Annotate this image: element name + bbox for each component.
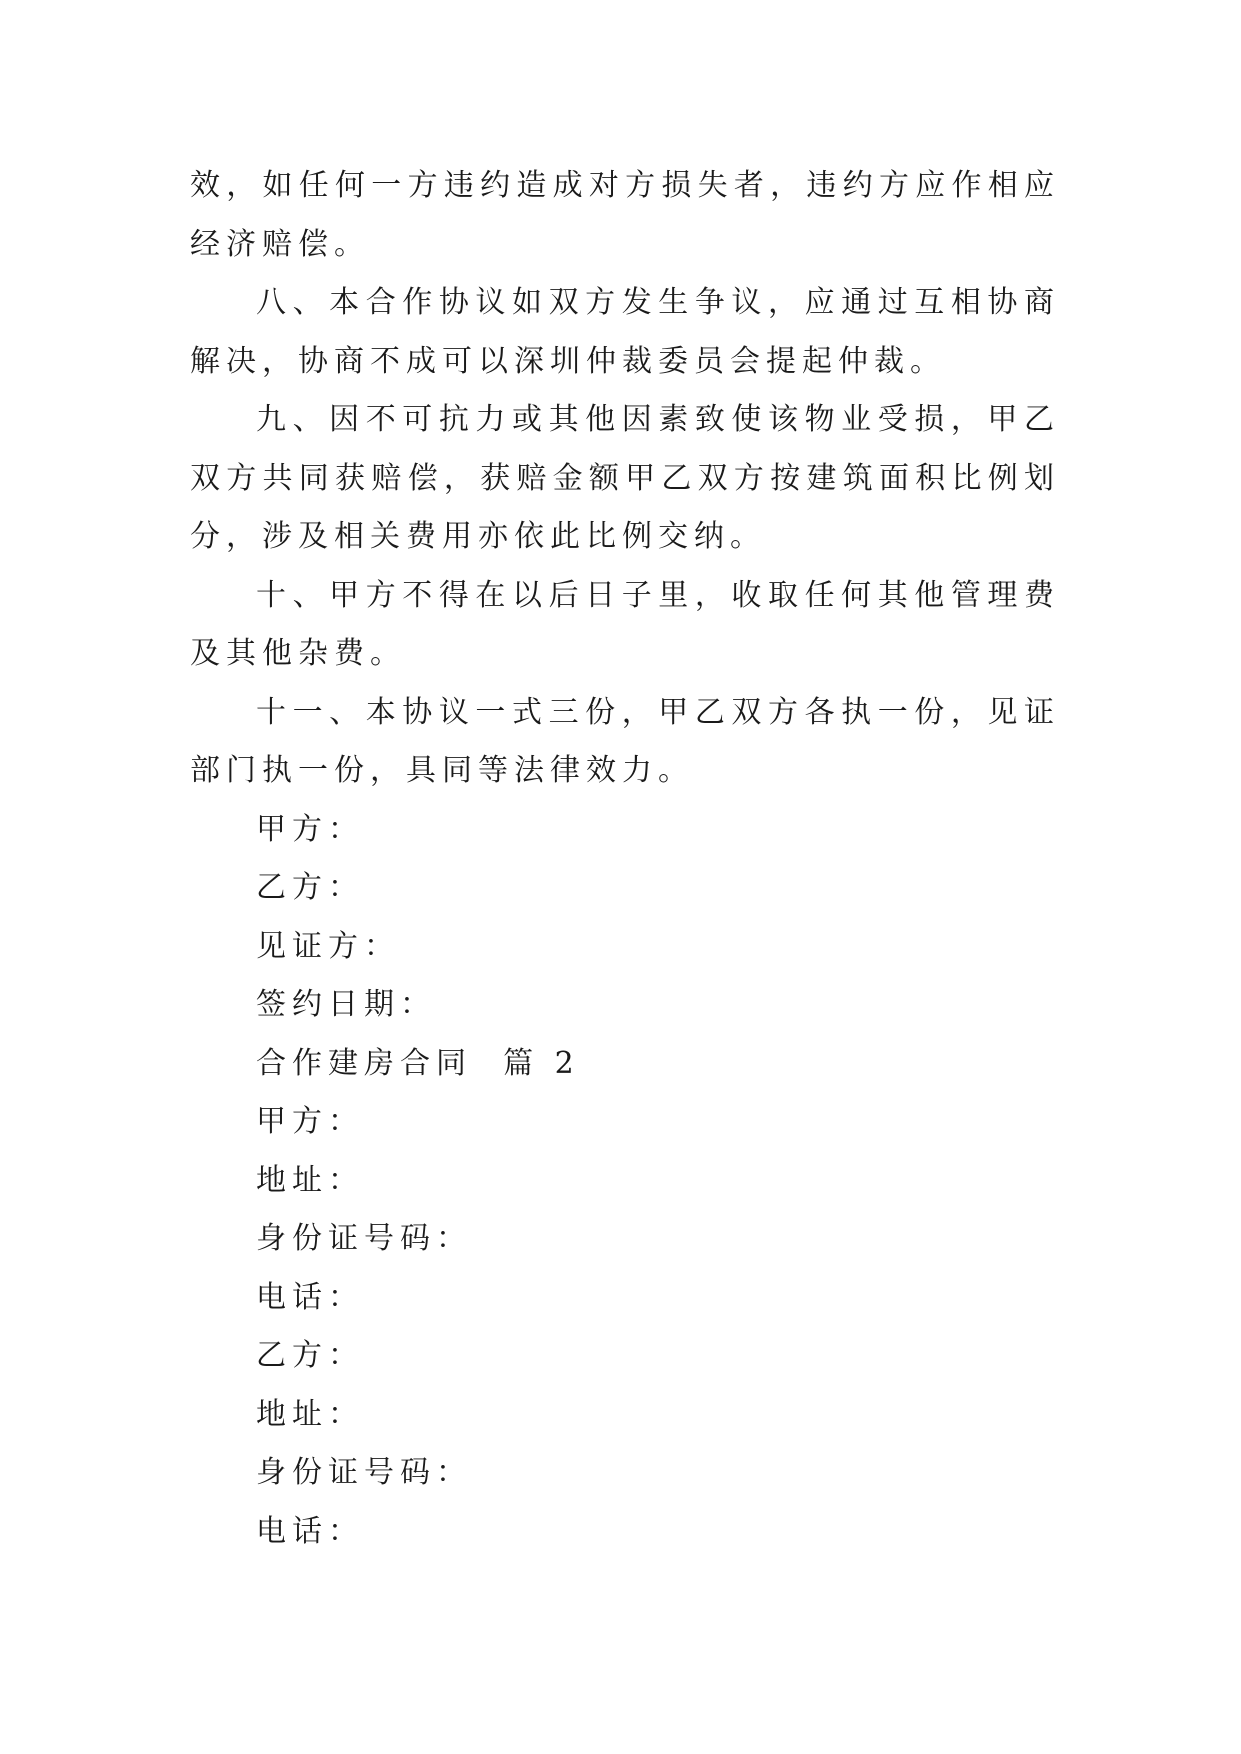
paragraph-clause-10-fees: 十、甲方不得在以后日子里，收取任何其他管理费及其他杂费。: [190, 577, 1060, 671]
form-party-b-phone: 电话：: [256, 1513, 364, 1549]
signature-date: 签约日期：: [256, 987, 436, 1022]
document-body: [190, 157, 1060, 1561]
signature-party-b: 乙方：: [256, 870, 364, 905]
signature-witness: 见证方：: [256, 928, 400, 964]
form-party-a-address: 地址：: [256, 1162, 364, 1198]
form-party-a-id-number: 身份证号码：: [256, 1221, 472, 1256]
form-party-a-phone: 电话：: [256, 1279, 364, 1315]
form-party-a: 甲方：: [256, 1104, 364, 1139]
section-title: 合作建房合同 篇 2: [256, 1045, 580, 1081]
form-party-b-address: 地址：: [256, 1396, 364, 1432]
paragraph-clause-9-force-majeure: 九、因不可抗力或其他因素致使该物业受损，甲乙双方共同获赔偿，获赔金额甲乙双方按建筑面积比例划分，涉及相关费用亦依此比例交纳。: [190, 402, 1060, 554]
paragraph-breach-continuation: 效，如任何一方违约造成对方损失者，违约方应作相应经济赔偿。: [190, 168, 1060, 262]
form-party-b-id-number: 身份证号码：: [256, 1455, 472, 1490]
form-party-b: 乙方：: [256, 1338, 364, 1373]
paragraph-clause-8-dispute: 八、本合作协议如双方发生争议，应通过互相协商解决，协商不成可以深圳仲裁委员会提起仲裁。: [190, 285, 1060, 379]
signature-party-a: 甲方：: [256, 811, 364, 847]
paragraph-clause-11-copies: 十一、本协议一式三份，甲乙双方各执一份，见证部门执一份，具同等法律效力。: [190, 694, 1060, 788]
